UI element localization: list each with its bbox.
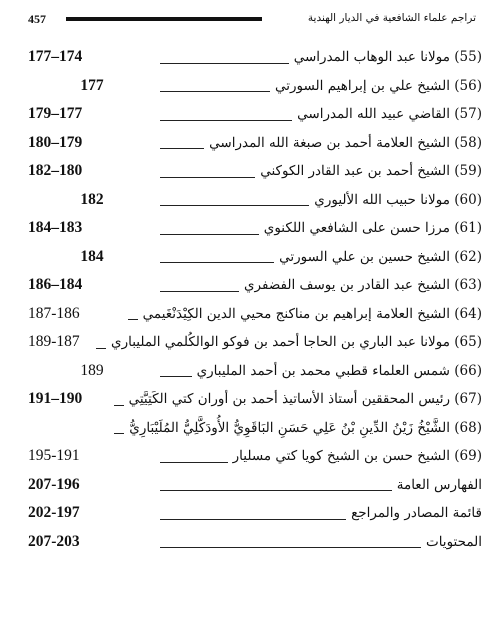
toc-entry-title-wrap	[142, 305, 482, 326]
toc-entry-pages: 177	[80, 76, 104, 94]
toc-entry	[28, 211, 482, 240]
toc-entry-title: (56) الشيخ علي بن إبراهيم السورتي	[275, 77, 482, 94]
toc-entry	[28, 439, 482, 468]
toc-entry-pages: 184–183	[28, 219, 83, 236]
toc-entry-title: (65) مولانا عبد الباري بن الحاجا أحمد بن فوكو الوالكُلمي المليباري	[111, 334, 482, 350]
toc-leader-line	[160, 376, 192, 377]
toc-entry-pages: 189	[80, 361, 104, 379]
toc-entry-pages: 182–180	[28, 162, 83, 179]
toc-leader-line	[160, 262, 274, 263]
toc-entry-pages: 187-186	[28, 304, 80, 322]
toc-entry-title-wrap	[156, 507, 482, 525]
toc-entry-title: (67) رئيس المحققين أستاذ الأساتيذ أحمد بن أوران كتي الكَتِيَّتِي	[128, 391, 482, 407]
toc-entry	[28, 411, 482, 440]
toc-entry	[28, 126, 482, 155]
toc-entry-pages: 177–174	[28, 48, 83, 65]
toc-entry	[28, 97, 482, 126]
toc-entry-title-wrap	[156, 362, 482, 383]
toc-leader-line	[160, 490, 392, 491]
toc-entry-title: الفهارس العامة	[396, 476, 482, 493]
toc-entry	[28, 325, 482, 354]
toc-leader-line	[160, 205, 309, 206]
toc-entry-title-wrap	[156, 165, 482, 183]
toc-entry	[28, 268, 482, 297]
toc-entry-pages: 180–179	[28, 133, 83, 151]
toc-entry-title: (66) شمس العلماء قطبي محمد بن أحمد المليباري	[196, 362, 482, 379]
toc-entry-title-wrap	[156, 248, 482, 269]
table-of-contents	[28, 40, 482, 553]
toc-entry-title-wrap	[156, 279, 482, 297]
toc-entry-pages: 186–184	[28, 276, 83, 293]
toc-entry-pages: 184	[80, 247, 104, 265]
toc-leader-line	[160, 234, 259, 235]
toc-entry-title-wrap	[111, 334, 482, 354]
toc-entry	[28, 183, 482, 212]
toc-leader-line	[160, 519, 346, 520]
toc-entry-title-wrap	[156, 476, 482, 497]
toc-leader-line	[160, 462, 228, 463]
toc-entry-title: (58) الشيخ العلامة أحمد بن صبغة الله المدراسي	[209, 134, 482, 151]
toc-leader-line	[114, 433, 124, 434]
toc-leader-line	[96, 348, 106, 349]
toc-entry	[28, 382, 482, 411]
toc-leader-line	[114, 405, 124, 406]
toc-entry-title-wrap	[156, 533, 482, 554]
toc-entry-title: (63) الشيخ عبد القادر بن يوسف الفضفري	[243, 277, 482, 293]
toc-entry	[28, 297, 482, 326]
toc-entry-title: (69) الشيخ حسن بن الشيخ كويا كتي مسليار	[232, 448, 482, 464]
toc-entry-pages: 207-203	[28, 532, 80, 550]
toc-entry	[28, 354, 482, 383]
toc-entry-pages: 191–190	[28, 390, 83, 407]
toc-entry-title: (62) الشيخ حسين بن علي السورتي	[279, 248, 482, 265]
toc-entry-title-wrap	[156, 450, 482, 468]
page-header	[28, 12, 476, 26]
toc-entry-title-wrap	[156, 191, 482, 212]
toc-entry-pages: 182	[80, 190, 104, 208]
toc-entry-pages: 207-196	[28, 475, 80, 493]
toc-entry-title-wrap	[156, 108, 482, 126]
toc-entry-title-wrap	[156, 51, 482, 69]
header-rule	[66, 17, 262, 21]
toc-entry-title: (68) الشَّيْخُ زَيْنُ الدِّينِ بْنُ عَلِي حَسَنِ البَاقَوِيُّ الأُودَكَّلِيُّ المُلَيْبَارِيُّ	[129, 419, 482, 436]
running-head: تراجم علماء الشافعية في الديار الهندية	[307, 12, 476, 24]
toc-entry-title: (60) مولانا حبيب الله الأليوري	[314, 191, 482, 208]
toc-leader-line	[160, 63, 289, 64]
toc-leader-line	[160, 91, 270, 92]
toc-entry-title: (61) مرزا حسن على الشافعي اللكنوي	[263, 220, 482, 236]
toc-entry-pages: 179–177	[28, 105, 83, 122]
toc-leader-line	[160, 148, 204, 149]
toc-entry-pages: 195-191	[28, 447, 80, 464]
toc-entry-title: قائمة المصادر والمراجع	[351, 505, 482, 521]
toc-entry	[28, 69, 482, 98]
page-number: 457	[28, 12, 46, 26]
toc-entry-title-wrap	[128, 391, 482, 411]
toc-entry-title: (57) القاضي عبيد الله المدراسي	[297, 106, 482, 122]
toc-entry	[28, 40, 482, 69]
toc-entry-title: (59) الشيخ أحمد بن عبد القادر الكوكني	[260, 163, 482, 179]
toc-leader-line	[160, 291, 239, 292]
toc-entry	[28, 240, 482, 269]
toc-entry-pages: 202-197	[28, 504, 80, 521]
toc-entry-title-wrap	[156, 77, 482, 98]
toc-entry-title-wrap	[129, 419, 482, 440]
toc-leader-line	[128, 319, 138, 320]
toc-entry-title-wrap	[156, 134, 482, 155]
toc-entry-title: (55) مولانا عبد الوهاب المدراسي	[293, 49, 482, 65]
toc-entry-title-wrap	[156, 222, 482, 240]
toc-entry-pages: 189-187	[28, 333, 80, 350]
toc-entry	[28, 496, 482, 525]
toc-entry	[28, 525, 482, 554]
toc-entry-title: المحتويات	[425, 533, 482, 550]
toc-entry	[28, 468, 482, 497]
toc-entry	[28, 154, 482, 183]
toc-entry-title: (64) الشيخ العلامة إبراهيم بن مناكنج محيي الدين الكِيْدَنْغَيمي	[142, 305, 482, 322]
toc-leader-line	[160, 120, 292, 121]
toc-leader-line	[160, 547, 421, 548]
toc-leader-line	[160, 177, 255, 178]
